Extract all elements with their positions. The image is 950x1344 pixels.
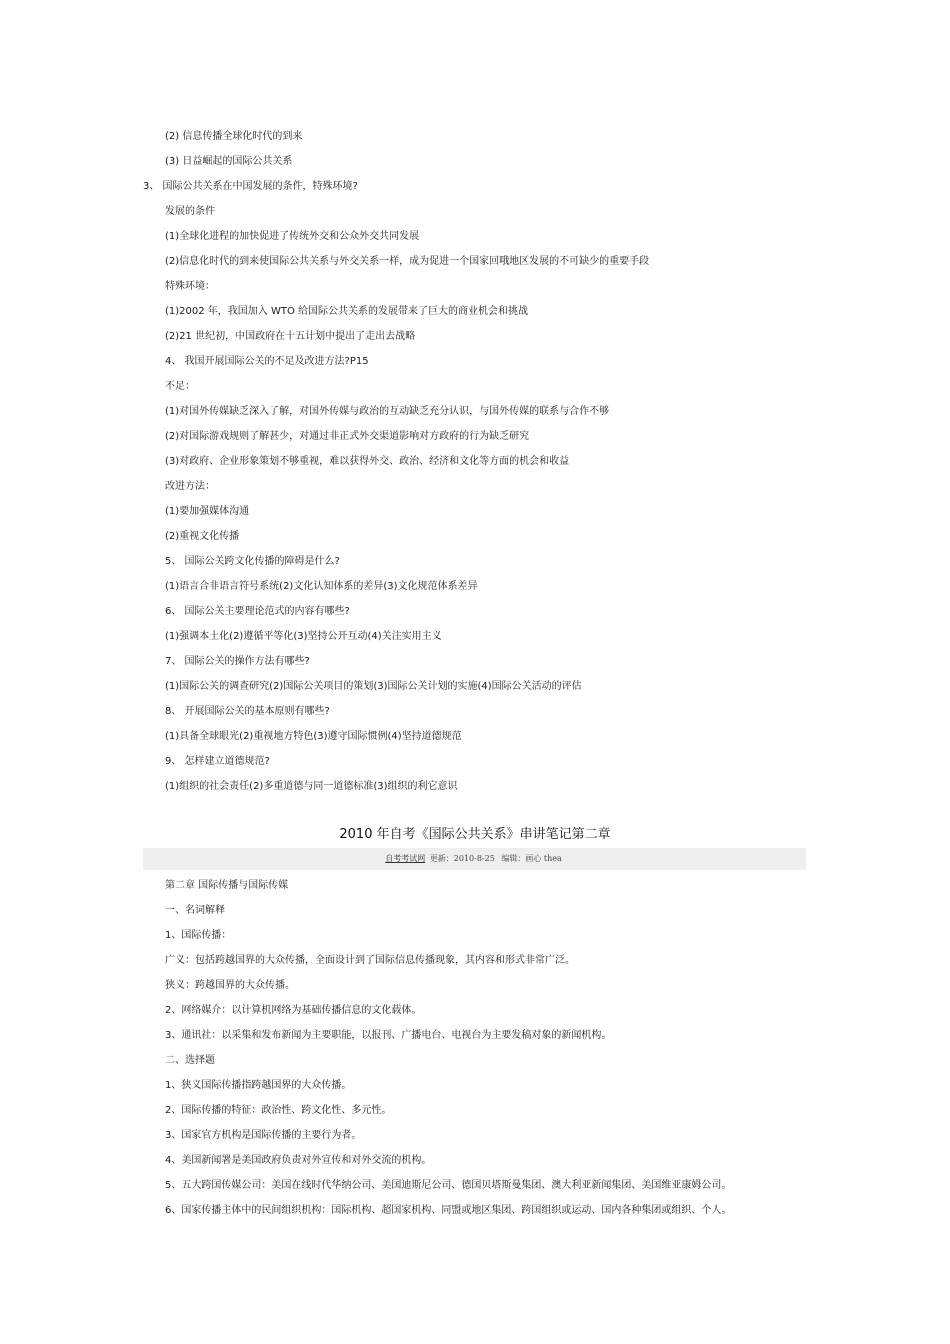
text-line: 1、狭义国际传播指跨越国界的大众传播。 <box>165 1080 352 1091</box>
article-title: 2010 年自考《国际公共关系》串讲笔记第二章 <box>339 827 611 842</box>
text-line: (2)21 世纪初，中国政府在十五计划中提出了走出去战略 <box>165 331 416 342</box>
text-line: 3、国家官方机构是国际传播的主要行为者。 <box>165 1130 362 1141</box>
text-line: (3) 日益崛起的国际公共关系 <box>165 156 293 167</box>
question-heading: 4、 我国开展国际公关的不足及改进方法?P15 <box>165 356 369 367</box>
text-line: (1)要加强媒体沟通 <box>165 506 250 517</box>
text-line: (2)对国际游戏规则了解甚少，对通过非正式外交渠道影响对方政府的行为缺乏研究 <box>165 431 530 442</box>
text-line: 特殊环境： <box>165 281 215 292</box>
question-heading: 3、 国际公共关系在中国发展的条件，特殊环境? <box>143 181 358 192</box>
source-site-link[interactable]: 自考考试网 <box>385 854 426 863</box>
text-line: (1)2002 年，我国加入 WTO 给国际公共关系的发展带来了巨大的商业机会和挑战 <box>165 306 529 317</box>
text-line: (1)组织的社会责任(2)多重道德与同一道德标准(3)组织的利它意识 <box>165 781 458 792</box>
text-line: (2)重视文化传播 <box>165 531 240 542</box>
text-line: 广义：包括跨越国界的大众传播，全面设计到了国际信息传播现象，其内容和形式非常广泛。 <box>165 955 575 966</box>
text-line: 4、美国新闻署是美国政府负责对外宣传和对外交流的机构。 <box>165 1155 432 1166</box>
question-heading: 7、 国际公关的操作方法有哪些? <box>165 656 310 667</box>
text-line: (1)具备全球眼光(2)重视地方特色(3)遵守国际惯例(4)坚持道德规范 <box>165 731 462 742</box>
text-line: (1)对国外传媒缺乏深入了解，对国外传媒与政治的互动缺乏充分认识，与国外传媒的联系与合作不够 <box>165 406 610 417</box>
text-line: (1)强调本土化(2)遵循平等化(3)坚持公开互动(4)关注实用主义 <box>165 631 442 642</box>
question-heading: 8、 开展国际公关的基本原则有哪些? <box>165 706 330 717</box>
editor-name: 编辑：画心 thea <box>501 854 562 863</box>
section-heading: 二、选择题 <box>165 1055 215 1066</box>
text-line: 6、国家传播主体中的民间组织机构：国际机构、超国家机构、同盟或地区集团、跨国组织或运动、国内各种集团或组织、个人。 <box>165 1205 732 1216</box>
question-heading: 9、 怎样建立道德规范? <box>165 756 270 767</box>
question-heading: 6、 国际公关主要理论范式的内容有哪些? <box>165 606 350 617</box>
text-line: (1)语言合非语言符号系统(2)文化认知体系的差异(3)文化规范体系差异 <box>165 581 478 592</box>
text-line: 发展的条件 <box>165 206 215 217</box>
text-line: 不足： <box>165 381 195 392</box>
question-heading: 5、 国际公关跨文化传播的障碍是什么? <box>165 556 340 567</box>
text-line: 1、国际传播： <box>165 930 232 941</box>
text-line: (2)信息化时代的到来使国际公共关系与外交关系一样，成为促进一个国家回哦地区发展的不可缺少的重要手段 <box>165 256 650 267</box>
text-line: 3、通讯社：以采集和发布新闻为主要职能，以报刊、广播电台、电视台为主要发稿对象的新闻机构。 <box>165 1030 612 1041</box>
article-meta-bar <box>143 848 806 870</box>
text-line: 2、网络媒介：以计算机网络为基础传播信息的文化载体。 <box>165 1005 422 1016</box>
text-line: 狭义：跨越国界的大众传播。 <box>165 980 295 991</box>
update-date: 更新：2010-8-25 <box>429 854 495 863</box>
text-line: (2) 信息传播全球化时代的到来 <box>165 131 303 142</box>
text-line: 5、五大跨国传媒公司：美国在线时代华纳公司、美国迪斯尼公司、德国贝塔斯曼集团、澳大利亚新闻集团、美国维亚康姆公司。 <box>165 1180 732 1191</box>
text-line: (3)对政府、企业形象策划不够重视，难以获得外交、政治、经济和文化等方面的机会和收益 <box>165 456 570 467</box>
text-line: (1)国际公关的调查研究(2)国际公关项目的策划(3)国际公关计划的实施(4)国际公关活动的评估 <box>165 681 582 692</box>
chapter-heading: 第二章 国际传播与国际传媒 <box>165 880 289 891</box>
text-line: (1)全球化进程的加快促进了传统外交和公众外交共同发展 <box>165 231 420 242</box>
section-heading: 一、名词解释 <box>165 905 225 916</box>
text-line: 改进方法： <box>165 481 215 492</box>
text-line: 2、国际传播的特征：政治性、跨文化性、多元性。 <box>165 1105 392 1116</box>
